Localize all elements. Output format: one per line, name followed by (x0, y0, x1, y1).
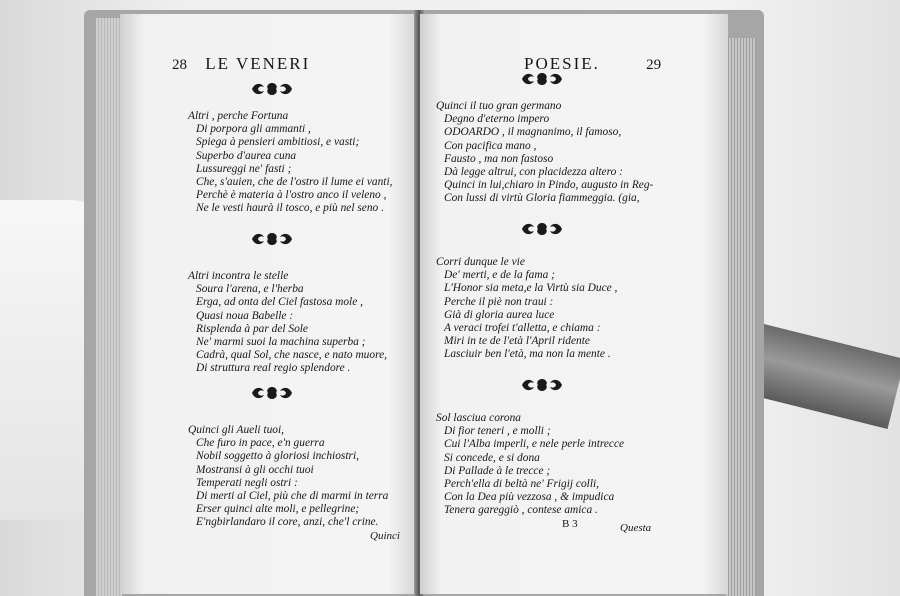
verse-line: Erga, ad onta del Ciel fastosa mole , (196, 296, 363, 309)
left-stanza-3 (188, 424, 388, 530)
left-stanza-1 (188, 110, 392, 216)
verse-line: Degno d'eterno impero (444, 113, 550, 126)
verse-line: De' merti, e de la fama ; (444, 269, 555, 282)
right-catchword: Questa (620, 522, 652, 534)
verse-line: Perch'ella di beltà ne' Frigij colli, (444, 478, 600, 491)
verse-line: Temperati negli ostri : (196, 476, 298, 489)
fleuron-ornament-icon (518, 220, 566, 238)
verse-line: Che furo in pace, e'n guerra (196, 437, 325, 450)
verse-line: Ne le vesti haurà il tosco, e più nel seno . (196, 202, 384, 215)
verse-line: L'Honor sia meta,e la Virtù sia Duce , (444, 282, 618, 295)
verse-line: Quasi noua Babelle : (196, 309, 294, 322)
page-edges-right (726, 38, 756, 596)
verse-line: Cadrà, qual Sol, che nasce, e nato muore, (196, 349, 387, 362)
verse-line: Con lussi di virtù Gloria fiammeggia. (gia, (444, 192, 640, 205)
verse-line: Quinci il tuo gran germano (436, 100, 562, 112)
verse-line: Di struttura real regio splendore . (196, 362, 351, 375)
left-page (120, 14, 418, 594)
right-page-number: 29 (646, 57, 662, 73)
verse-line: Quinci gli Aueli tuoi, (188, 424, 284, 436)
verse-line: Lussureggi ne' fasti ; (196, 162, 292, 175)
verse-line: Mostransi à gli occhi tuoi (196, 463, 314, 476)
verse-line: ODOARDO , il magnanimo, il famoso, (444, 126, 622, 139)
left-stanza-2 (188, 270, 387, 376)
verse-line: Di merti al Ciel, più che di marmi in terra (196, 490, 389, 503)
fleuron-ornament-icon (248, 230, 296, 248)
verse-line: Superbo d'aurea cuna (196, 149, 297, 162)
verse-line: Fausto , ma non fastoso (444, 152, 554, 165)
verse-line: Tenera gareggiò , contese amica . (444, 504, 598, 517)
verse-line: Erser quinci alte moli, e pellegrine; (196, 503, 360, 516)
verse-line: Spiega à pensieri ambitiosi, e vasti; (196, 136, 360, 149)
right-running-title: POESIE. (524, 54, 600, 73)
right-stanza-2 (436, 256, 617, 362)
left-catchword: Quinci (370, 530, 400, 542)
verse-line: Nobil soggetto à gloriosi inchiostri, (196, 450, 359, 463)
left-page-number: 28 (172, 57, 187, 73)
verse-line: Di Pallade à le trecce ; (444, 464, 551, 477)
verse-line: Che, s'auien, che de l'ostro il lume ei vanti, (196, 176, 393, 189)
verse-line: Lasciuir ben l'età, ma non la mente . (444, 348, 611, 361)
right-page (420, 14, 728, 594)
verse-line: Si concede, e si dona (444, 451, 540, 464)
left-running-title: LE VENERI (205, 54, 311, 73)
verse-line: Sol lasciua corona (436, 412, 522, 424)
right-stanza-1 (436, 100, 653, 206)
verse-line: Quinci in lui,chiaro in Pindo, augusto in Reg- (444, 179, 654, 192)
verse-line: Altri , perche Fortuna (188, 110, 289, 122)
right-stanza-3 (436, 412, 624, 518)
verse-line: Corri dunque le vie (436, 256, 525, 268)
left-running-head (172, 54, 310, 74)
verse-line: E'ngbirlandaro il core, anzi, che'l crine. (196, 516, 379, 529)
verse-line: Con la Dea più vezzosa , & impudica (444, 491, 615, 504)
verse-line: Dà legge altrui, con placidezza altero : (444, 166, 623, 179)
verse-line: Perchè è materia à l'ostro anco il veleno , (196, 189, 387, 202)
fleuron-ornament-icon (518, 376, 566, 394)
verse-line: Ne' marmi suoi la machina superba ; (196, 336, 366, 349)
signature-mark: B 3 (562, 518, 578, 530)
verse-line: Soura l'arena, e l'herba (196, 283, 304, 296)
verse-line: Altri incontra le stelle (188, 270, 289, 282)
verse-line: Miri in te de l'età l'April ridente (444, 335, 590, 348)
page-edges-left (96, 18, 122, 596)
verse-line: Di fior teneri , e molli ; (444, 425, 551, 438)
fleuron-ornament-icon (248, 384, 296, 402)
verse-line: Perche il piè non traui : (444, 295, 554, 308)
verse-line: A veraci trofei t'alletta, e chiama : (444, 322, 601, 335)
verse-line: Di porpora gli ammanti , (196, 123, 311, 136)
verse-line: Già di gloria aurea luce (444, 308, 555, 321)
fleuron-ornament-icon (518, 70, 566, 88)
verse-line: Con pacifica mano , (444, 139, 537, 152)
verse-line: Cui l'Alba imperli, e nele perle intrecce (444, 438, 625, 451)
fleuron-ornament-icon (248, 80, 296, 98)
verse-line: Risplenda à par del Sole (196, 322, 308, 335)
